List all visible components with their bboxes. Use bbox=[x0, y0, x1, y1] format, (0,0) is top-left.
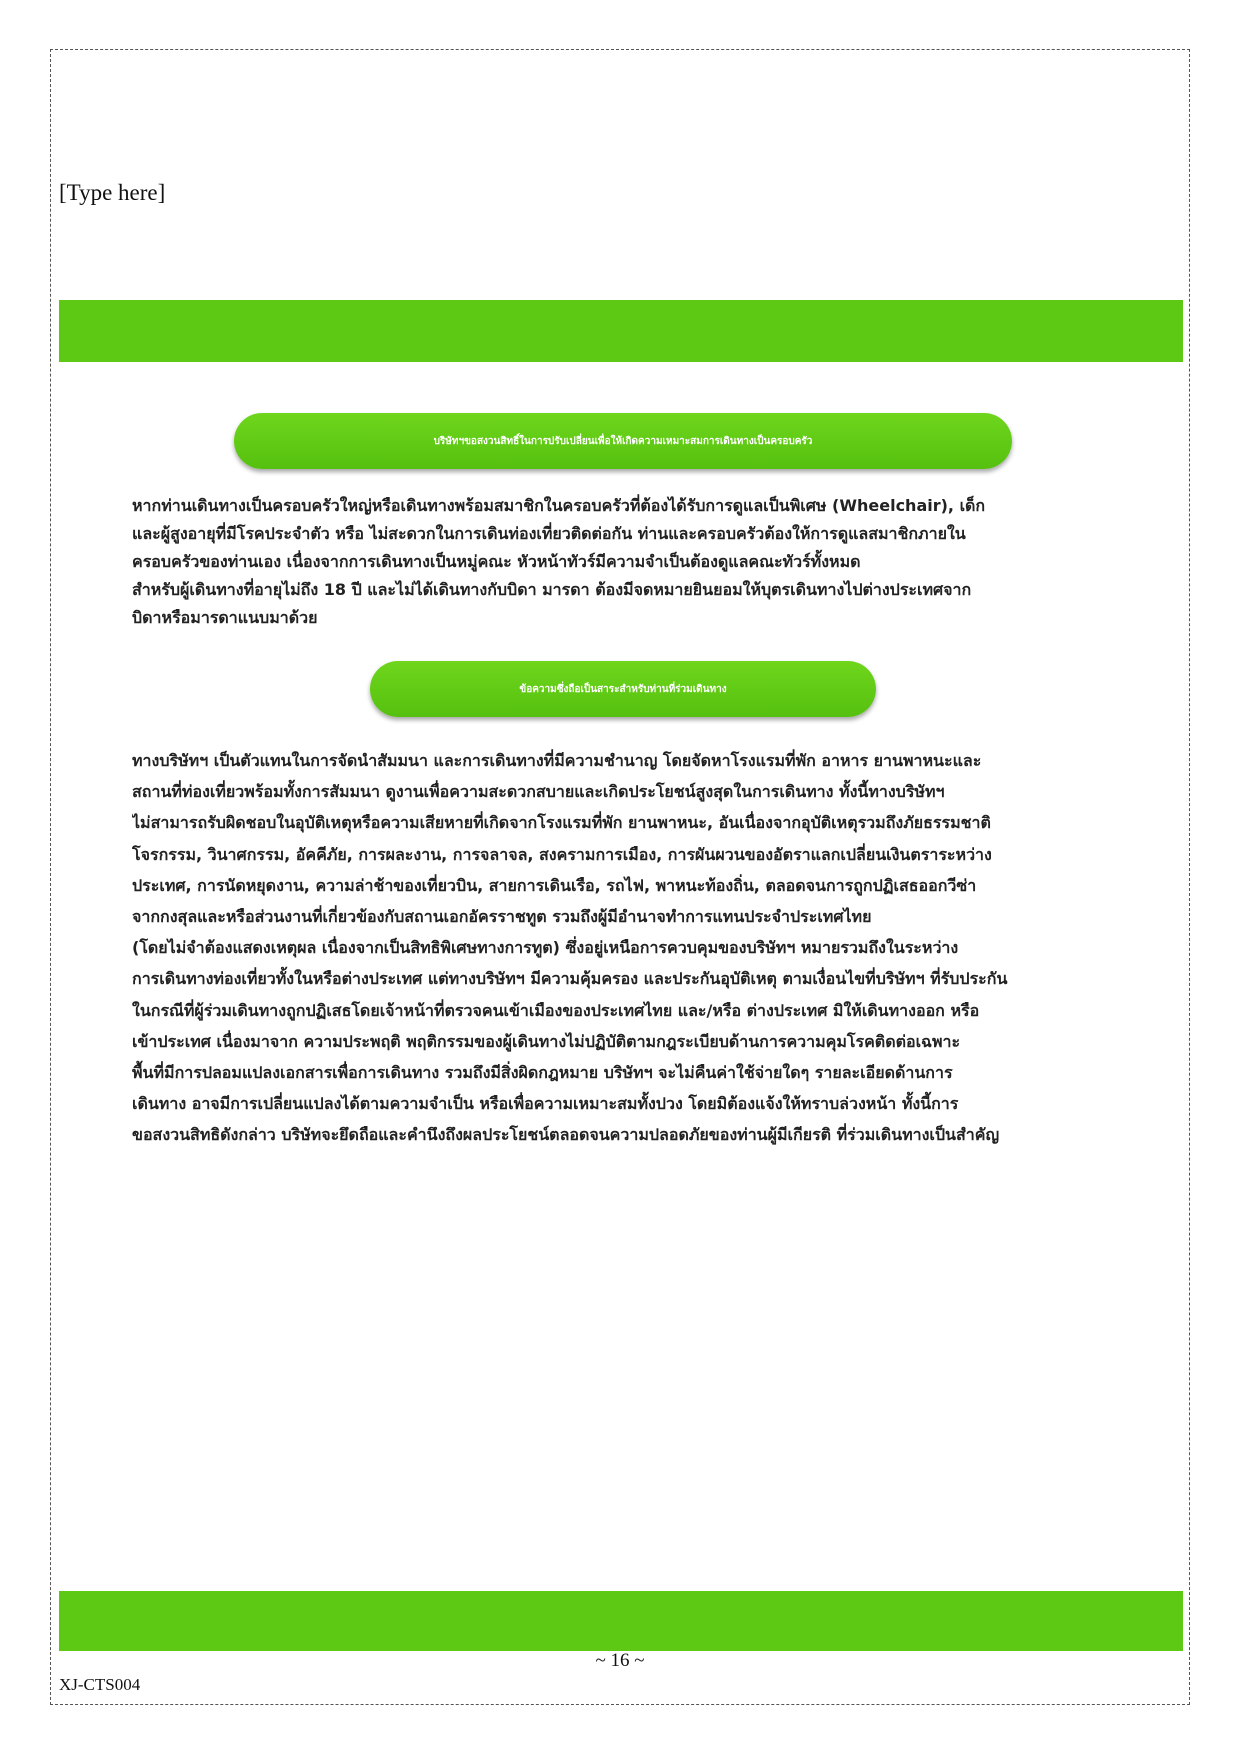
header-placeholder: [Type here] bbox=[59, 180, 166, 205]
paragraph-line: สำหรับผู้เดินทางที่อายุไม่ถึง 18 ปี และไม่ได้เดินทางกับบิดา มารดา ต้องมีจดหมายยินยอมให้บุตรเดินทางไปต่างประเทศจาก bbox=[132, 580, 972, 599]
paragraph-line: ในกรณีที่ผู้ร่วมเดินทางถูกปฏิเสธโดยเจ้าหน้าที่ตรวจคนเข้าเมืองของประเทศไทย และ/หรือ ต่างประเทศ มิให้เดินทางออก หรือ bbox=[132, 1000, 980, 1020]
paragraph-line: บิดาหรือมารดาแนบมาด้วย bbox=[132, 608, 318, 627]
paragraph-line: พื้นที่มีการปลอมแปลงเอกสารเพื่อการเดินทาง รวมถึงมีสิ่งผิดกฎหมาย บริษัทฯ จะไม่คืนค่าใช้จ่ายใดๆ รายละเอียดด้านการ bbox=[132, 1062, 953, 1082]
terms-paragraph bbox=[132, 745, 1128, 1150]
bottom-green-banner bbox=[59, 1591, 1183, 1651]
paragraph-line: เดินทาง อาจมีการเปลี่ยนแปลงได้ตามความจำเป็น หรือเพื่อความเหมาะสมทั้งปวง โดยมิต้องแจ้งให้ทราบล่วงหน้า ทั้งนี้การ bbox=[132, 1094, 959, 1114]
paragraph-line: (โดยไม่จำต้องแสดงเหตุผล เนื่องจากเป็นสิทธิพิเศษทางการทูต) ซึ่งอยู่เหนือการควบคุมของบริษัทฯ หมายรวมถึงในระหว่าง bbox=[132, 938, 959, 958]
section-heading-essential-notice: ข้อความซึ่งถือเป็นสาระสำหรับท่านที่ร่วมเดินทาง bbox=[370, 661, 876, 717]
family-travel-paragraph bbox=[132, 492, 1128, 632]
top-green-banner bbox=[59, 300, 1183, 362]
paragraph-line: จากกงสุลและหรือส่วนงานที่เกี่ยวข้องกับสถานเอกอัครราชทูต รวมถึงผู้มีอำนาจทำการแทนประจำประเทศไทย bbox=[132, 906, 872, 926]
paragraph-line: ครอบครัวของท่านเอง เนื่องจากการเดินทางเป็นหมู่คณะ หัวหน้าทัวร์มีความจำเป็นต้องดูแลคณะทัวร์ทั้งหมด bbox=[132, 552, 861, 571]
paragraph-line: และผู้สูงอายุที่มีโรคประจำตัว หรือ ไม่สะดวกในการเดินท่องเที่ยวติดต่อกัน ท่านและครอบครัวต้องให้การดูแลสมาชิกภายใน bbox=[132, 524, 966, 543]
section-heading-rights-family-travel: บริษัทฯขอสงวนสิทธิ์ในการปรับเปลี่ยนเพื่อให้เกิดความเหมาะสมการเดินทางเป็นครอบครัว bbox=[234, 413, 1012, 469]
document-code: XJ-CTS004 bbox=[59, 1675, 141, 1694]
paragraph-line: สถานที่ท่องเที่ยวพร้อมทั้งการสัมมนา ดูงานเพื่อความสะดวกสบายและเกิดประโยชน์สูงสุดในการเดินทาง ทั้งนี้ทางบริษัทฯ bbox=[132, 782, 945, 802]
paragraph-line: ขอสงวนสิทธิดังกล่าว บริษัทจะยึดถือและคำนึงถึงผลประโยชน์ตลอดจนความปลอดภัยของท่านผู้มีเกียรติ ที่ร่วมเดินทางเป็นสำคัญ bbox=[132, 1125, 1000, 1145]
paragraph-line: โจรกรรม, วินาศกรรม, อัคคีภัย, การผละงาน, การจลาจล, สงครามการเมือง, การผันผวนของอัตราแลกเปลี่ยนเงินตราระหว่าง bbox=[132, 844, 992, 864]
paragraph-line: ประเทศ, การนัดหยุดงาน, ความล่าช้าของเที่ยวบิน, สายการเดินเรือ, รถไฟ, พาหนะท้องถิ่น, ตลอดจนการถูกปฏิเสธออกวีซ่า bbox=[132, 875, 977, 895]
paragraph-line: การเดินทางท่องเที่ยวทั้งในหรือต่างประเทศ แต่ทางบริษัทฯ มีความคุ้มครอง และประกันอุบัติเหตุ ตามเงื่อนไขที่บริษัทฯ ที่รับประกัน bbox=[132, 969, 1008, 989]
paragraph-line: เข้าประเทศ เนื่องมาจาก ความประพฤติ พฤติกรรมของผู้เดินทางไม่ปฏิบัติตามกฎระเบียบด้านการความคุมโรคติดต่อเฉพาะ bbox=[132, 1031, 961, 1051]
page-number: ~ 16 ~ bbox=[595, 1650, 645, 1671]
paragraph-line: ไม่สามารถรับผิดชอบในอุบัติเหตุหรือความเสียหายที่เกิดจากโรงแรมที่พัก ยานพาหนะ, อันเนื่องจากอุบัติเหตุรวมถึงภัยธรรมชาติ bbox=[132, 813, 991, 833]
paragraph-line: ทางบริษัทฯ เป็นตัวแทนในการจัดนำสัมมนา และการเดินทางที่มีความชำนาญ โดยจัดหาโรงแรมที่พัก อาหาร ยานพาหนะและ bbox=[132, 751, 982, 770]
paragraph-line: หากท่านเดินทางเป็นครอบครัวใหญ่หรือเดินทางพร้อมสมาชิกในครอบครัวที่ต้องได้รับการดูแลเป็นพิเศษ (Wheelchair), เด็ก bbox=[132, 496, 986, 515]
